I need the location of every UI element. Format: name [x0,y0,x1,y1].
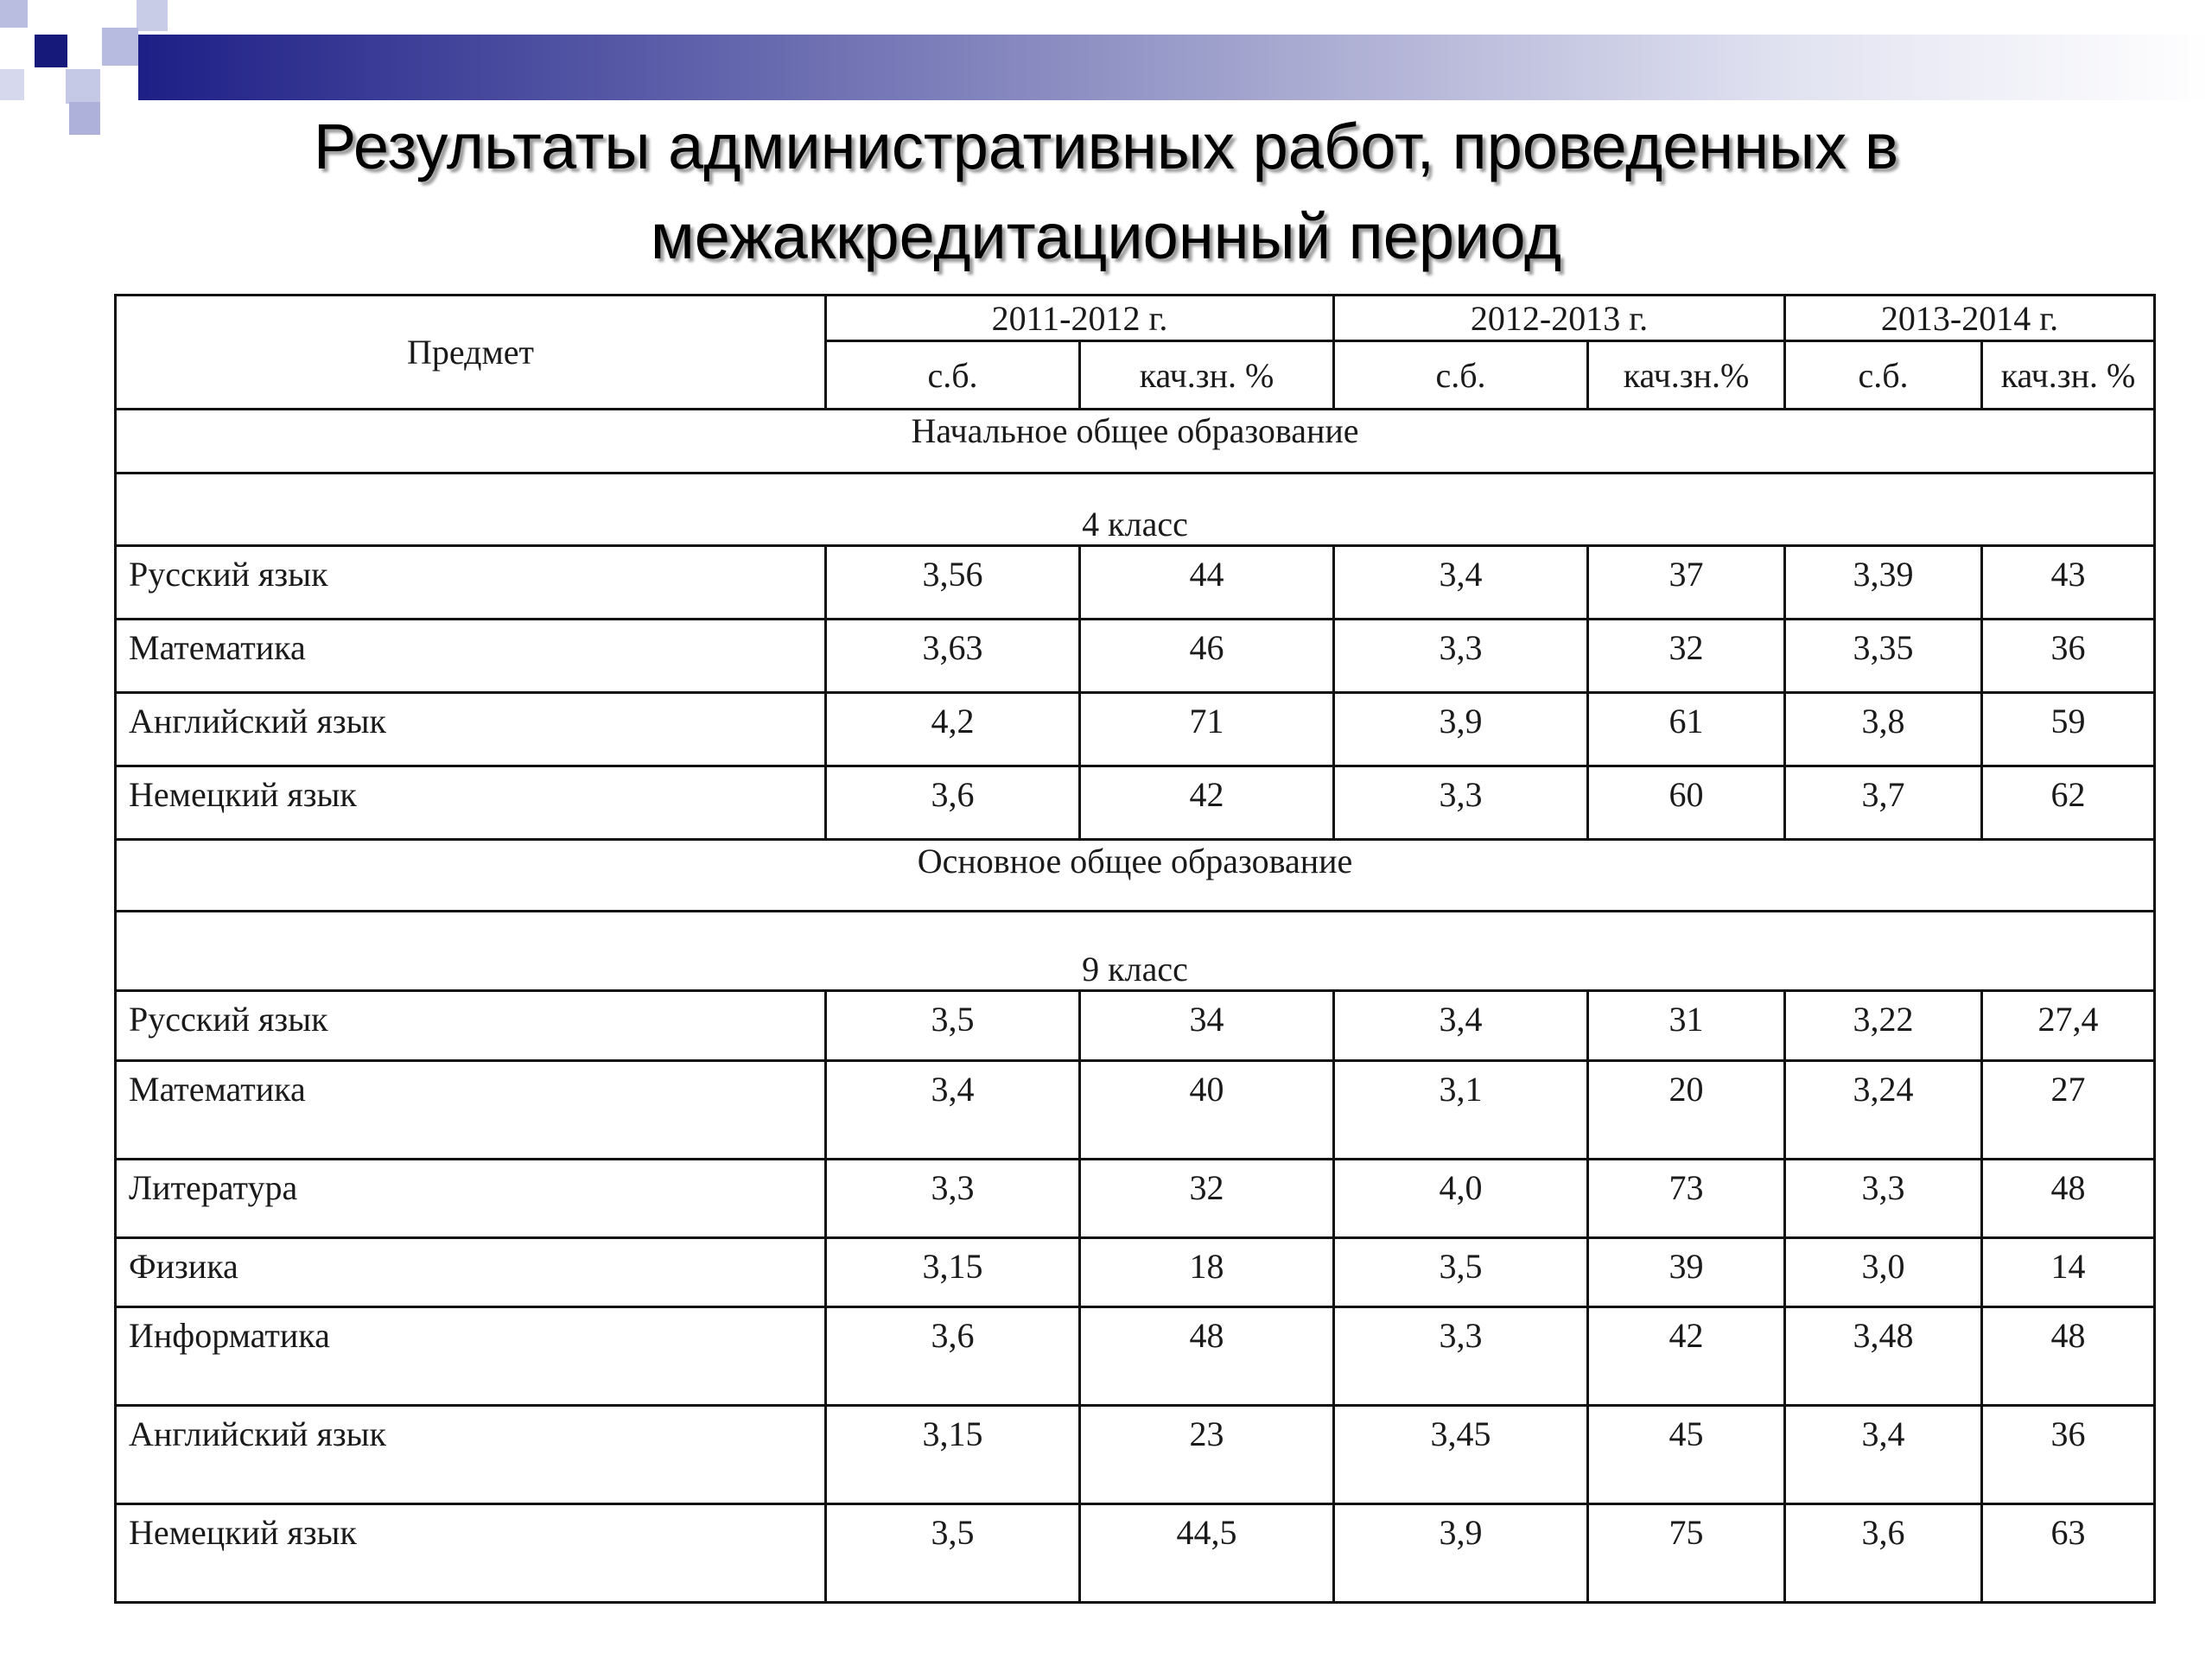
decor-square [66,69,100,104]
section-row [116,840,2155,912]
value-cell: 32 [1080,1160,1334,1238]
value-cell: 3,39 [1785,546,1982,620]
value-cell: 3,24 [1785,1061,1982,1160]
value-cell: 3,3 [1334,620,1588,693]
table-row [116,1061,2155,1160]
value-cell: 48 [1080,1307,1334,1406]
value-cell: 39 [1588,1238,1785,1307]
header-gradient-bar [138,35,2212,100]
value-cell: 36 [1982,1406,2155,1504]
class-label: 4 класс [116,474,2155,546]
value-cell: 3,3 [1334,1307,1588,1406]
value-cell: 59 [1982,693,2155,766]
subject-cell: Информатика [116,1307,826,1406]
class-row [116,912,2155,991]
value-cell: 48 [1982,1307,2155,1406]
value-cell: 48 [1982,1160,2155,1238]
subject-cell: Математика [116,1061,826,1160]
decor-square [0,0,28,28]
section-title: Основное общее образование [116,840,2155,912]
table-row [116,693,2155,766]
value-cell: 3,35 [1785,620,1982,693]
value-cell: 23 [1080,1406,1334,1504]
table-row [116,1238,2155,1307]
subject-cell: Английский язык [116,1406,826,1504]
subject-cell: Русский язык [116,991,826,1061]
results-table [114,294,2156,1604]
slide-title-line1: Результаты административных работ, проведенных в [313,111,1899,182]
value-cell: 46 [1080,620,1334,693]
subject-cell: Немецкий язык [116,766,826,840]
value-cell: 62 [1982,766,2155,840]
table-row [116,546,2155,620]
value-cell: 45 [1588,1406,1785,1504]
value-cell: 36 [1982,620,2155,693]
header-row-years [116,296,2155,341]
slide-title-line2: межаккредитационный период [650,200,1562,272]
value-cell: 3,6 [826,766,1080,840]
subject-cell: Литература [116,1160,826,1238]
header-metric: с.б. [1785,341,1982,410]
value-cell: 43 [1982,546,2155,620]
value-cell: 31 [1588,991,1785,1061]
value-cell: 71 [1080,693,1334,766]
value-cell: 37 [1588,546,1785,620]
value-cell: 3,1 [1334,1061,1588,1160]
section-title: Начальное общее образование [116,410,2155,474]
value-cell: 4,0 [1334,1160,1588,1238]
value-cell: 3,4 [1785,1406,1982,1504]
value-cell: 27 [1982,1061,2155,1160]
subject-cell: Физика [116,1238,826,1307]
value-cell: 3,9 [1334,693,1588,766]
table-row [116,1160,2155,1238]
value-cell: 3,22 [1785,991,1982,1061]
value-cell: 4,2 [826,693,1080,766]
table-row [116,1406,2155,1504]
value-cell: 3,3 [826,1160,1080,1238]
header-metric: с.б. [826,341,1080,410]
header-year: 2013-2014 г. [1785,296,2155,341]
value-cell: 27,4 [1982,991,2155,1061]
value-cell: 20 [1588,1061,1785,1160]
class-row [116,474,2155,546]
header-metric: кач.зн.% [1588,341,1785,410]
value-cell: 3,0 [1785,1238,1982,1307]
value-cell: 3,5 [826,991,1080,1061]
value-cell: 34 [1080,991,1334,1061]
section-row [116,410,2155,474]
header-metric: с.б. [1334,341,1588,410]
value-cell: 3,5 [1334,1238,1588,1307]
table-row [116,1307,2155,1406]
decor-square-accent [35,35,67,67]
header-metric: кач.зн. % [1982,341,2155,410]
value-cell: 3,5 [826,1504,1080,1603]
value-cell: 44 [1080,546,1334,620]
value-cell: 61 [1588,693,1785,766]
value-cell: 42 [1080,766,1334,840]
value-cell: 75 [1588,1504,1785,1603]
class-label: 9 класс [116,912,2155,991]
header-year: 2011-2012 г. [826,296,1334,341]
value-cell: 3,9 [1334,1504,1588,1603]
value-cell: 42 [1588,1307,1785,1406]
value-cell: 3,8 [1785,693,1982,766]
subject-cell: Немецкий язык [116,1504,826,1603]
slide-title [0,102,2212,282]
value-cell: 18 [1080,1238,1334,1307]
header-year: 2012-2013 г. [1334,296,1785,341]
value-cell: 3,3 [1334,766,1588,840]
table-row [116,1504,2155,1603]
value-cell: 3,4 [1334,546,1588,620]
subject-cell: Русский язык [116,546,826,620]
value-cell: 73 [1588,1160,1785,1238]
value-cell: 40 [1080,1061,1334,1160]
value-cell: 3,15 [826,1238,1080,1307]
value-cell: 44,5 [1080,1504,1334,1603]
value-cell: 3,3 [1785,1160,1982,1238]
value-cell: 32 [1588,620,1785,693]
decor-square [137,0,168,31]
value-cell: 3,15 [826,1406,1080,1504]
value-cell: 14 [1982,1238,2155,1307]
table-row [116,991,2155,1061]
value-cell: 3,7 [1785,766,1982,840]
value-cell: 3,4 [1334,991,1588,1061]
value-cell: 3,6 [826,1307,1080,1406]
decor-square [0,69,24,100]
value-cell: 3,6 [1785,1504,1982,1603]
table-row [116,620,2155,693]
value-cell: 3,63 [826,620,1080,693]
value-cell: 3,4 [826,1061,1080,1160]
value-cell: 3,48 [1785,1307,1982,1406]
value-cell: 3,56 [826,546,1080,620]
header-subject: Предмет [116,296,826,410]
table-row [116,766,2155,840]
value-cell: 3,45 [1334,1406,1588,1504]
subject-cell: Математика [116,620,826,693]
header-metric: кач.зн. % [1080,341,1334,410]
decor-square [102,28,138,66]
value-cell: 60 [1588,766,1785,840]
subject-cell: Английский язык [116,693,826,766]
value-cell: 63 [1982,1504,2155,1603]
